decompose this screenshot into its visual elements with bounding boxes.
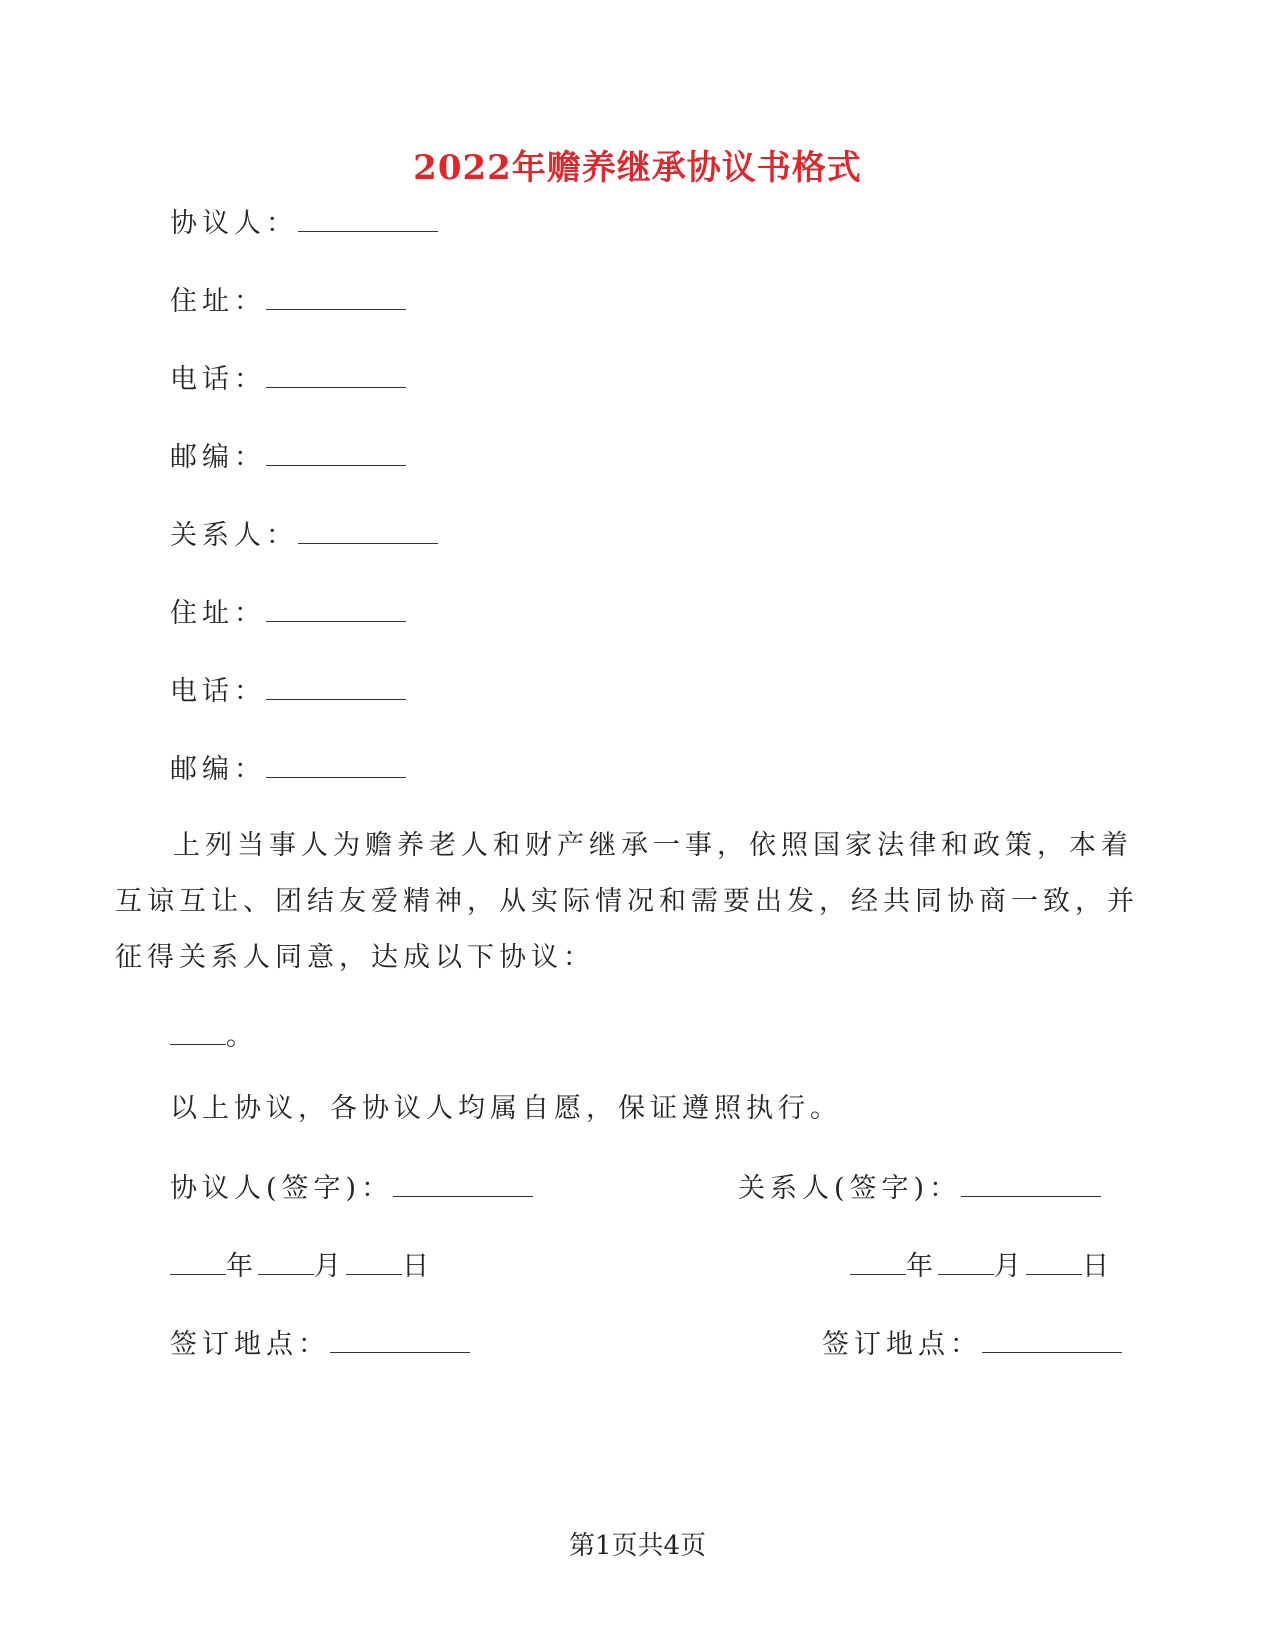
date-month: 月 [994,1251,1026,1282]
blank-line [850,1248,906,1275]
field-label: 住址： [170,286,266,317]
place-label: 签订地点： [170,1329,330,1360]
document-title: 2022年赡养继承协议书格式 [413,148,862,188]
clause-blank [170,1018,258,1054]
field-party-address [170,283,406,319]
field-label: 邮编： [170,442,266,473]
blank-line [393,1170,533,1197]
signature-party [170,1170,533,1206]
field-label: 电话： [170,676,266,707]
blank-line [938,1248,994,1275]
field-label: 邮编： [170,754,266,785]
preamble-paragraph: 上列当事人为赡养老人和财产继承一事，依照国家法律和政策，本着互谅互让、团结友爱精神，从实际情况和需要出发，经共同协商一致，并征得关系人同意，达成以下协议： [115,830,1139,973]
field-related-phone [170,673,406,709]
field-related-address [170,595,406,631]
date-day: 日 [402,1251,434,1282]
date-right [850,1248,1114,1284]
field-label: 协议人： [170,208,298,239]
place-left [170,1326,470,1362]
blank-line [961,1170,1101,1197]
field-label: 关系人： [170,520,298,551]
blank-line [170,1248,226,1275]
field-party-postcode [170,439,406,475]
blank-line [298,205,438,232]
blank-line [266,595,406,622]
signature-label: 协议人(签字)： [170,1173,394,1204]
blank-line [266,751,406,778]
date-day: 日 [1082,1251,1114,1282]
date-year: 年 [226,1251,258,1282]
blank-line [266,439,406,466]
page-number: 第1页共4页 [568,1531,707,1561]
blank-line [982,1326,1122,1353]
blank-line [266,361,406,388]
closing-paragraph: 以上协议，各协议人均属自愿，保证遵照执行。 [170,1093,842,1124]
signature-related [738,1170,1101,1206]
place-label: 签订地点： [822,1329,982,1360]
date-year: 年 [906,1251,938,1282]
blank-line [1026,1248,1082,1275]
field-party-phone [170,361,406,397]
clause-end: 。 [226,1021,258,1052]
field-party [170,205,438,241]
place-right [822,1326,1122,1362]
field-related [170,517,438,553]
blank-line [266,673,406,700]
blank-line [258,1248,314,1275]
blank-line [298,517,438,544]
field-label: 住址： [170,598,266,629]
blank-line [330,1326,470,1353]
field-label: 电话： [170,364,266,395]
field-related-postcode [170,751,406,787]
signature-label: 关系人(签字)： [738,1173,962,1204]
date-month: 月 [314,1251,346,1282]
blank-line [266,283,406,310]
blank-line [346,1248,402,1275]
blank-line [170,1018,226,1045]
date-left [170,1248,434,1284]
